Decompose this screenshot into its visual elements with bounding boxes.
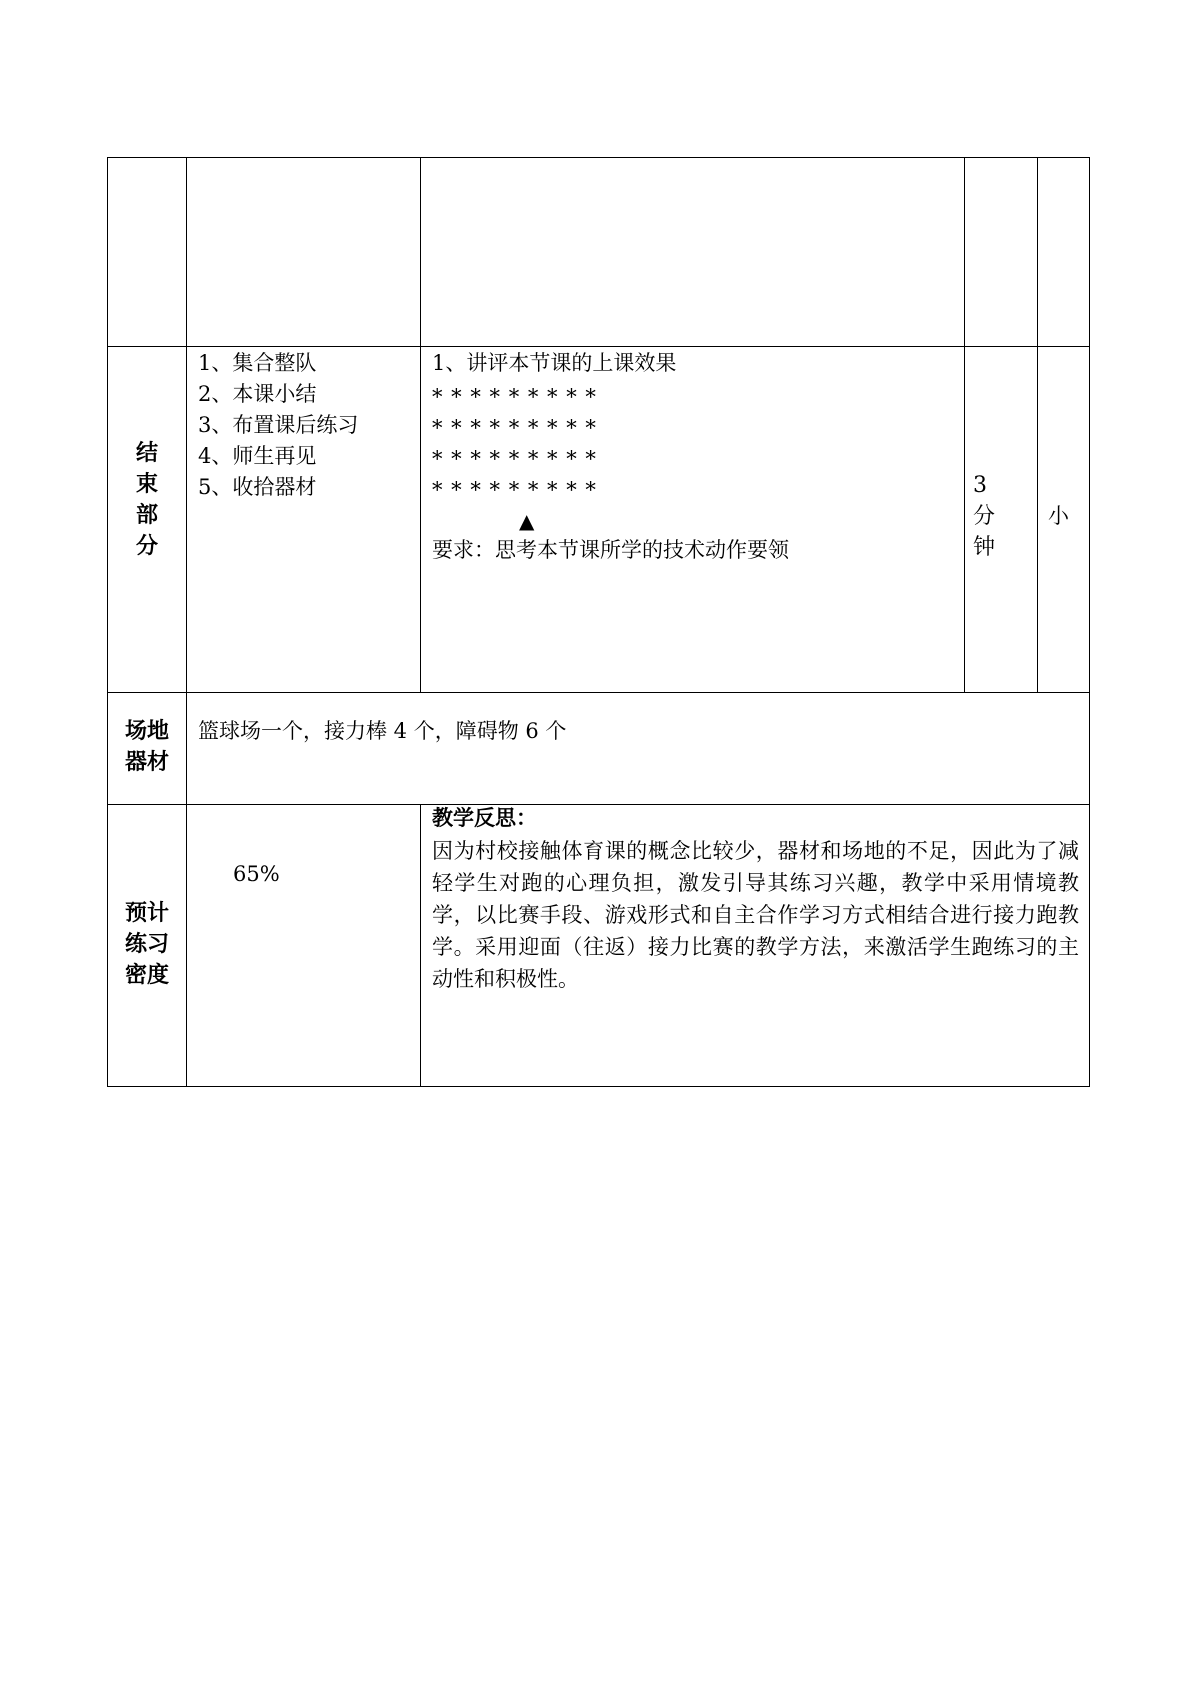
row-divider-1 <box>107 346 1090 347</box>
time-value <box>973 470 997 563</box>
closing-section-label <box>130 438 164 562</box>
venue-label <box>121 716 173 778</box>
venue-label-line: 器材 <box>124 749 169 775</box>
row-divider-2 <box>107 692 1090 693</box>
intensity-value: 小 <box>1048 504 1069 528</box>
formation-star-row: * * * * * * * * * <box>432 416 597 440</box>
time-char: 3 <box>973 473 987 498</box>
reflection-title: 教学反思： <box>432 805 537 830</box>
col-divider-label <box>186 157 187 1087</box>
density-label-line: 练习 <box>124 931 169 957</box>
time-char: 钟 <box>973 535 996 560</box>
density-value: 65% <box>233 862 280 886</box>
content-item: 2、本课小结 <box>198 382 317 406</box>
col-divider-content <box>420 157 421 693</box>
reflection-text: 因为村校接触体育课的概念比较少，器材和场地的不足，因此为了减轻学生对跑的心理负担，激发引导其练习兴趣，教学中采用情境教学，以比赛手段、游戏形式和自主合作学习方式相结合进行接力跑教学。采用迎面（往返）接力比赛的教学方法，来激活学生跑练习的主动性和积极性。 <box>432 839 1079 991</box>
organization-line: 1、讲评本节课的上课效果 <box>432 351 677 375</box>
requirement-text: 要求：思考本节课所学的技术动作要领 <box>432 538 789 562</box>
formation-star-row: * * * * * * * * * <box>432 447 597 471</box>
row-divider-3 <box>107 804 1090 805</box>
density-label <box>121 898 173 991</box>
content-item: 4、师生再见 <box>198 444 317 468</box>
col-divider-time <box>964 157 965 693</box>
venue-label-line: 场地 <box>124 718 169 744</box>
col-divider-content-lower <box>420 804 421 1087</box>
venue-value: 篮球场一个，接力棒 4 个，障碍物 6 个 <box>198 719 567 743</box>
table-bottom-border <box>107 1086 1090 1087</box>
col-divider-intensity <box>1037 157 1038 693</box>
closing-label-char: 束 <box>135 471 158 497</box>
closing-label-char: 结 <box>135 440 158 466</box>
content-item: 3、布置课后练习 <box>198 413 359 437</box>
density-label-line: 预计 <box>124 900 169 926</box>
table-left-border <box>107 157 108 1087</box>
density-label-line: 密度 <box>124 962 169 988</box>
formation-star-row: * * * * * * * * * <box>432 385 597 409</box>
closing-label-char: 分 <box>135 533 158 559</box>
content-item: 1、集合整队 <box>198 351 317 375</box>
formation-star-row: * * * * * * * * * <box>432 478 597 502</box>
content-item: 5、收拾器材 <box>198 475 317 499</box>
time-char: 分 <box>973 504 996 529</box>
table-top-border <box>107 157 1090 158</box>
teacher-position-icon: ▲ <box>519 509 535 533</box>
closing-label-char: 部 <box>135 502 158 528</box>
table-right-border <box>1089 157 1090 1087</box>
